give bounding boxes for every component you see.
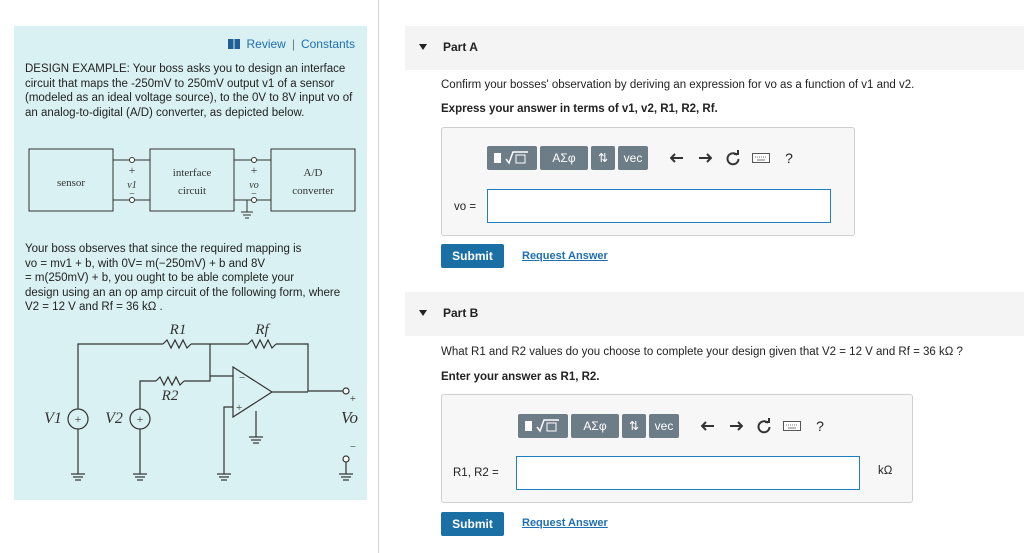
redo-icon[interactable] xyxy=(724,414,748,438)
vec-button[interactable]: vec xyxy=(618,146,648,170)
problem-panel xyxy=(14,26,367,500)
updown-button[interactable]: ⇅ xyxy=(622,414,646,438)
redo-icon[interactable] xyxy=(693,146,717,170)
v1-plus-sign: + xyxy=(74,412,82,426)
reset-icon[interactable] xyxy=(752,414,776,438)
block-diagram xyxy=(28,146,358,221)
ad-label-1: A/D xyxy=(303,167,323,179)
opamp-circuit xyxy=(28,319,358,489)
part-b-header[interactable] xyxy=(405,292,1024,336)
templates-icon xyxy=(523,418,563,434)
part-b-answer-box xyxy=(441,394,913,503)
v1-minus: − xyxy=(129,189,135,200)
obs-line-4: design using an an op amp circuit of the following form, where xyxy=(25,286,341,299)
design-example-text: DESIGN EXAMPLE: Your boss asks you to design an interface circuit that maps the -250mV to 250mV output v1 of a sensor (modeled as an ideal voltage source), to the 0V to 8V input vo of an analog-to-digital (A/D) converter, as depicted below. xyxy=(25,63,353,119)
r2-label: R2 xyxy=(161,388,179,404)
ad-label-2: converter xyxy=(292,185,334,197)
top-links xyxy=(228,37,355,51)
obs-line-1: Your boss observes that since the required mapping is xyxy=(25,243,302,255)
part-a-request-answer-link[interactable]: Request Answer xyxy=(522,250,608,262)
part-b-question: What R1 and R2 values do you choose to complete your design given that V2 = 12 V and Rf = 36 kΩ ? xyxy=(441,346,963,358)
part-a-title: Part A xyxy=(443,40,478,54)
part-a-toolbar xyxy=(487,145,801,171)
undo-icon[interactable] xyxy=(665,146,689,170)
opamp-minus: − xyxy=(239,372,246,384)
undo-icon[interactable] xyxy=(696,414,720,438)
part-a-header[interactable] xyxy=(405,26,1024,70)
part-b-field-label: R1, R2 = xyxy=(453,467,499,479)
part-b-request-answer-link[interactable]: Request Answer xyxy=(522,517,608,529)
part-b-units: kΩ xyxy=(878,465,893,477)
vo-out-minus: − xyxy=(349,441,356,453)
collapse-icon[interactable] xyxy=(419,44,427,50)
templates-button[interactable] xyxy=(518,414,568,438)
part-b-title: Part B xyxy=(443,306,479,320)
constants-link[interactable]: Constants xyxy=(300,37,355,51)
sensor-label: sensor xyxy=(56,177,86,189)
part-a-answer-box xyxy=(441,127,855,236)
part-a-answer-input[interactable] xyxy=(487,189,831,223)
part-a-field-label: vo = xyxy=(454,201,477,213)
updown-button[interactable]: ⇅ xyxy=(591,146,615,170)
part-b-instruction: Enter your answer as R1, R2. xyxy=(441,371,600,383)
part-a-question: Confirm your bosses' observation by deriving an expression for vo as a function of v1 and v2. xyxy=(441,79,915,91)
collapse-icon[interactable] xyxy=(419,310,427,316)
vo-plus: + xyxy=(250,163,258,177)
vo-out-label: Vo xyxy=(341,408,358,427)
interface-label-1: interface xyxy=(172,167,212,179)
part-a-submit-button[interactable]: Submit xyxy=(441,244,504,268)
vo-out-plus: + xyxy=(349,393,356,405)
vec-button[interactable]: vec xyxy=(649,414,679,438)
link-separator: | xyxy=(291,37,295,51)
greek-button[interactable]: ΑΣφ xyxy=(540,146,588,170)
v2-plus-sign: + xyxy=(136,412,144,426)
v1-plus: + xyxy=(128,163,136,177)
part-b-submit-button[interactable]: Submit xyxy=(441,512,504,536)
help-icon[interactable]: ? xyxy=(816,418,824,434)
book-icon xyxy=(228,39,240,49)
review-link[interactable]: Review xyxy=(246,37,286,51)
part-b-answer-input[interactable] xyxy=(516,456,860,490)
reset-icon[interactable] xyxy=(721,146,745,170)
interface-label-2: circuit xyxy=(177,185,207,197)
templates-icon xyxy=(492,150,532,166)
greek-button[interactable]: ΑΣφ xyxy=(571,414,619,438)
obs-line-5: V2 = 12 V and Rf = 36 kΩ . xyxy=(25,301,163,313)
keyboard-icon[interactable] xyxy=(780,414,804,438)
r1-label: R1 xyxy=(169,322,187,338)
templates-button[interactable] xyxy=(487,146,537,170)
rf-label: Rf xyxy=(255,322,269,338)
obs-line-2: vo = mv1 + b, with 0V= m(−250mV) + b and 8V xyxy=(25,257,266,270)
opamp-plus: + xyxy=(236,402,243,414)
part-b-toolbar xyxy=(518,413,832,439)
vo-label: vo xyxy=(249,180,259,191)
boss-observation-text xyxy=(25,242,360,315)
vo-minus: − xyxy=(251,189,257,200)
v1-label: v1 xyxy=(127,180,137,191)
v2-source-label: V2 xyxy=(105,410,123,427)
obs-line-3: = m(250mV) + b, you ought to be able complete your xyxy=(25,272,295,284)
v1-source-label: V1 xyxy=(44,410,62,427)
help-icon[interactable]: ? xyxy=(785,150,793,166)
keyboard-icon[interactable] xyxy=(749,146,773,170)
part-a-instruction: Express your answer in terms of v1, v2, R1, R2, Rf. xyxy=(441,103,718,115)
panel-divider xyxy=(378,0,379,553)
